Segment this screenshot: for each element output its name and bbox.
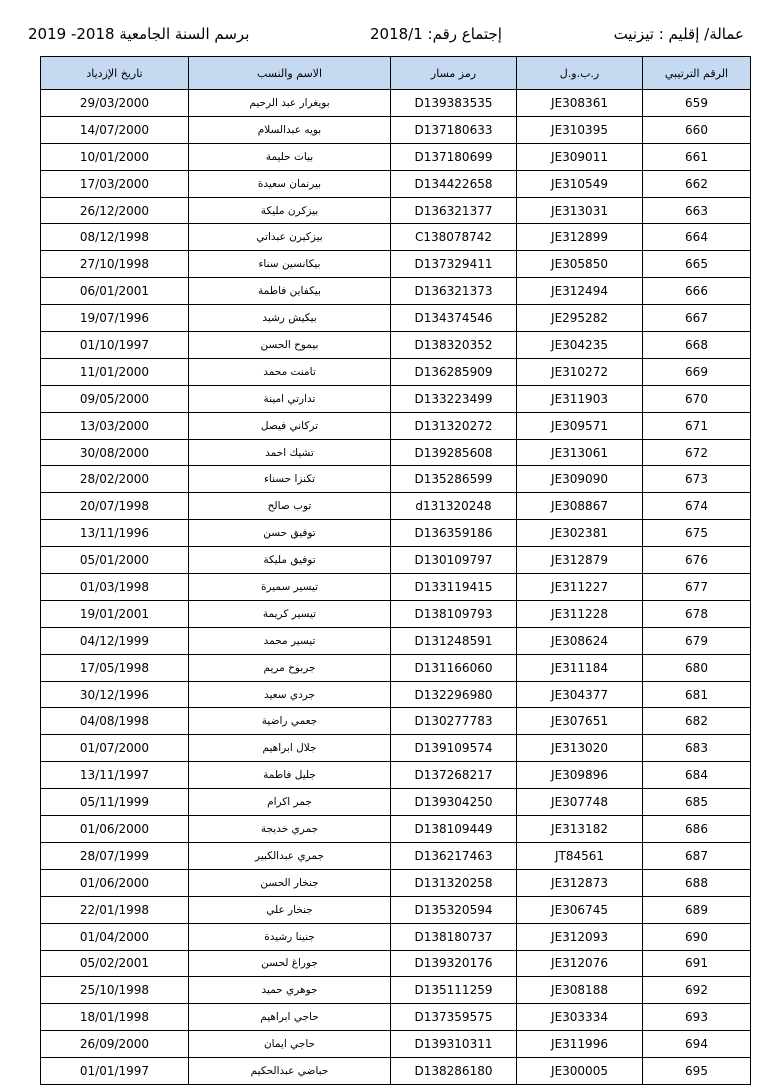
massar-code-cell: D138109793: [391, 600, 517, 627]
table-row: [41, 170, 751, 197]
serial-number-cell: 675: [643, 520, 751, 547]
massar-code-cell: D138286180: [391, 1058, 517, 1085]
massar-code-cell: D137329411: [391, 251, 517, 278]
massar-code-cell: D132296980: [391, 681, 517, 708]
table-row: [41, 762, 751, 789]
serial-number-cell: 672: [643, 439, 751, 466]
massar-code-cell: D135286599: [391, 466, 517, 493]
cin-cell: JE303334: [517, 1004, 643, 1031]
cin-cell: JE313020: [517, 735, 643, 762]
massar-code-cell: D139383535: [391, 90, 517, 117]
table-row: [41, 977, 751, 1004]
birthdate-cell: 22/01/1998: [41, 896, 189, 923]
name-cell: تشيك احمد: [189, 439, 391, 466]
name-cell: بيكفاين فاطمة: [189, 278, 391, 305]
serial-number-cell: 673: [643, 466, 751, 493]
serial-number-cell: 685: [643, 789, 751, 816]
cin-cell: JE306745: [517, 896, 643, 923]
massar-code-cell: D135320594: [391, 896, 517, 923]
serial-number-cell: 664: [643, 224, 751, 251]
table-header-row: [41, 57, 751, 90]
name-cell: حباضي عبدالحكيم: [189, 1058, 391, 1085]
birthdate-cell: 11/01/2000: [41, 358, 189, 385]
name-cell: جوهري حميد: [189, 977, 391, 1004]
birthdate-cell: 26/09/2000: [41, 1031, 189, 1058]
birthdate-cell: 17/05/1998: [41, 654, 189, 681]
name-cell: جليل فاطمة: [189, 762, 391, 789]
serial-number-cell: 665: [643, 251, 751, 278]
birthdate-cell: 04/08/1998: [41, 708, 189, 735]
table-row: [41, 520, 751, 547]
name-cell: بيزكيرن عبداتي: [189, 224, 391, 251]
cin-cell: JE308188: [517, 977, 643, 1004]
cin-cell: JE312899: [517, 224, 643, 251]
birthdate-cell: 01/06/2000: [41, 869, 189, 896]
birthdate-cell: 26/12/2000: [41, 197, 189, 224]
serial-number-cell: 688: [643, 869, 751, 896]
serial-number-cell: 671: [643, 412, 751, 439]
massar-code-cell: D139320176: [391, 950, 517, 977]
table-row: [41, 251, 751, 278]
serial-number-cell: 693: [643, 1004, 751, 1031]
name-cell: جعمي راضية: [189, 708, 391, 735]
name-cell: بيرنمان سعيدة: [189, 170, 391, 197]
table-row: [41, 90, 751, 117]
cin-cell: JE313182: [517, 816, 643, 843]
birthdate-cell: 05/11/1999: [41, 789, 189, 816]
table-row: [41, 1004, 751, 1031]
serial-number-cell: 668: [643, 332, 751, 359]
massar-code-cell: D135111259: [391, 977, 517, 1004]
table-row: [41, 600, 751, 627]
massar-code-cell: d131320248: [391, 493, 517, 520]
academic-year-title: برسم السنة الجامعية 2018- 2019: [28, 25, 250, 43]
name-cell: توب صالح: [189, 493, 391, 520]
massar-code-cell: D137180699: [391, 143, 517, 170]
massar-code-cell: D131166060: [391, 654, 517, 681]
name-cell: توفيق حسن: [189, 520, 391, 547]
massar-code-cell: D136321373: [391, 278, 517, 305]
table-row: [41, 305, 751, 332]
serial-number-cell: 680: [643, 654, 751, 681]
cin-cell: JE309571: [517, 412, 643, 439]
name-cell: جمري عبدالكبير: [189, 842, 391, 869]
serial-number-cell: 676: [643, 547, 751, 574]
name-cell: تركاني فيصل: [189, 412, 391, 439]
name-cell: جوراغ لحسن: [189, 950, 391, 977]
table-row: [41, 493, 751, 520]
table-row: [41, 896, 751, 923]
massar-code-cell: C138078742: [391, 224, 517, 251]
serial-number-cell: 682: [643, 708, 751, 735]
cin-cell: JE312873: [517, 869, 643, 896]
name-cell: توفيق مليكة: [189, 547, 391, 574]
cin-cell: JE307651: [517, 708, 643, 735]
name-cell: تدارتي امينة: [189, 385, 391, 412]
massar-code-cell: D138180737: [391, 923, 517, 950]
massar-code-cell: D131248591: [391, 627, 517, 654]
table-row: [41, 197, 751, 224]
name-cell: بويغرار عبد الرحيم: [189, 90, 391, 117]
table-row: [41, 708, 751, 735]
cin-cell: JE311228: [517, 600, 643, 627]
cin-cell: JE311184: [517, 654, 643, 681]
massar-code-cell: D131320258: [391, 869, 517, 896]
birthdate-cell: 30/08/2000: [41, 439, 189, 466]
serial-number-cell: 663: [643, 197, 751, 224]
cin-cell: JE312494: [517, 278, 643, 305]
birthdate-cell: 18/01/1998: [41, 1004, 189, 1031]
birthdate-cell: 30/12/1996: [41, 681, 189, 708]
serial-number-cell: 678: [643, 600, 751, 627]
serial-number-cell: 659: [643, 90, 751, 117]
birthdate-cell: 13/03/2000: [41, 412, 189, 439]
serial-number-cell: 683: [643, 735, 751, 762]
name-cell: بيموح الحسن: [189, 332, 391, 359]
cin-cell: JE311227: [517, 574, 643, 601]
name-cell: تيسير محمد: [189, 627, 391, 654]
massar-code-cell: D138320352: [391, 332, 517, 359]
cin-cell: JE310272: [517, 358, 643, 385]
massar-code-cell: D136321377: [391, 197, 517, 224]
serial-number-cell: 669: [643, 358, 751, 385]
cin-cell: JE313031: [517, 197, 643, 224]
serial-number-cell: 677: [643, 574, 751, 601]
cin-cell: JE300005: [517, 1058, 643, 1085]
name-cell: بيزكرن مليكة: [189, 197, 391, 224]
table-row: [41, 332, 751, 359]
massar-code-cell: D137359575: [391, 1004, 517, 1031]
name-cell: جمر اكرام: [189, 789, 391, 816]
serial-number-cell: 660: [643, 116, 751, 143]
birthdate-cell: 13/11/1996: [41, 520, 189, 547]
massar-code-cell: D136217463: [391, 842, 517, 869]
massar-code-cell: D134374546: [391, 305, 517, 332]
massar-code-cell: D139109574: [391, 735, 517, 762]
birthdate-cell: 04/12/1999: [41, 627, 189, 654]
table-row: [41, 627, 751, 654]
table-row: [41, 950, 751, 977]
table-row: [41, 1058, 751, 1085]
cin-cell: JE307748: [517, 789, 643, 816]
table-row: [41, 143, 751, 170]
massar-code-cell: D138109449: [391, 816, 517, 843]
meeting-number: إجتماع رقم: 2018/1: [370, 25, 502, 43]
table-row: [41, 439, 751, 466]
table-row: [41, 224, 751, 251]
cin-cell: JE308867: [517, 493, 643, 520]
cin-cell: JE312093: [517, 923, 643, 950]
table-row: [41, 116, 751, 143]
name-cell: تيسير سميرة: [189, 574, 391, 601]
serial-number-cell: 694: [643, 1031, 751, 1058]
birthdate-cell: 01/07/2000: [41, 735, 189, 762]
birthdate-cell: 09/05/2000: [41, 385, 189, 412]
cin-cell: JE309011: [517, 143, 643, 170]
serial-number-cell: 679: [643, 627, 751, 654]
cin-cell: JE302381: [517, 520, 643, 547]
birthdate-cell: 01/10/1997: [41, 332, 189, 359]
serial-number-cell: 661: [643, 143, 751, 170]
cin-cell: JE313061: [517, 439, 643, 466]
massar-code-cell: D136285909: [391, 358, 517, 385]
name-cell: جمري خديجة: [189, 816, 391, 843]
birthdate-cell: 01/06/2000: [41, 816, 189, 843]
serial-number-cell: 691: [643, 950, 751, 977]
name-cell: بيكيش رشيد: [189, 305, 391, 332]
birthdate-cell: 01/03/1998: [41, 574, 189, 601]
table-row: [41, 412, 751, 439]
massar-code-cell: D137180633: [391, 116, 517, 143]
cin-cell: JE310395: [517, 116, 643, 143]
table-row: [41, 278, 751, 305]
birthdate-cell: 28/02/2000: [41, 466, 189, 493]
column-header-serial-number: الرقم الترتيبي: [643, 57, 751, 90]
table-row: [41, 923, 751, 950]
name-cell: جنخار علي: [189, 896, 391, 923]
birthdate-cell: 17/03/2000: [41, 170, 189, 197]
table-row: [41, 466, 751, 493]
name-cell: جنينا رشيدة: [189, 923, 391, 950]
serial-number-cell: 687: [643, 842, 751, 869]
massar-code-cell: D139310311: [391, 1031, 517, 1058]
name-cell: حاجي ابراهيم: [189, 1004, 391, 1031]
table-row: [41, 385, 751, 412]
serial-number-cell: 684: [643, 762, 751, 789]
table-row: [41, 789, 751, 816]
cin-cell: JE304377: [517, 681, 643, 708]
name-cell: جنخار الحسن: [189, 869, 391, 896]
students-table: [40, 56, 751, 1085]
massar-code-cell: D137268217: [391, 762, 517, 789]
table-row: [41, 574, 751, 601]
massar-code-cell: D139304250: [391, 789, 517, 816]
table-row: [41, 547, 751, 574]
birthdate-cell: 10/01/2000: [41, 143, 189, 170]
province-label: عمالة/ إقليم : تيزنيت: [613, 25, 744, 43]
name-cell: جردي سعيد: [189, 681, 391, 708]
birthdate-cell: 01/01/1997: [41, 1058, 189, 1085]
table-row: [41, 358, 751, 385]
massar-code-cell: D136359186: [391, 520, 517, 547]
cin-cell: JE311996: [517, 1031, 643, 1058]
cin-cell: JE308361: [517, 90, 643, 117]
massar-code-cell: D130277783: [391, 708, 517, 735]
table-row: [41, 735, 751, 762]
column-header-cin: ر.ب.و.ل: [517, 57, 643, 90]
name-cell: بيات حليمة: [189, 143, 391, 170]
birthdate-cell: 06/01/2001: [41, 278, 189, 305]
birthdate-cell: 05/02/2001: [41, 950, 189, 977]
cin-cell: JE305850: [517, 251, 643, 278]
serial-number-cell: 692: [643, 977, 751, 1004]
massar-code-cell: D131320272: [391, 412, 517, 439]
table-row: [41, 654, 751, 681]
birthdate-cell: 13/11/1997: [41, 762, 189, 789]
massar-code-cell: D133119415: [391, 574, 517, 601]
name-cell: تامنت محمد: [189, 358, 391, 385]
name-cell: جربوح مريم: [189, 654, 391, 681]
cin-cell: JE310549: [517, 170, 643, 197]
table-row: [41, 842, 751, 869]
birthdate-cell: 25/10/1998: [41, 977, 189, 1004]
massar-code-cell: D130109797: [391, 547, 517, 574]
cin-cell: JE309090: [517, 466, 643, 493]
cin-cell: JE311903: [517, 385, 643, 412]
birthdate-cell: 28/07/1999: [41, 842, 189, 869]
birthdate-cell: 05/01/2000: [41, 547, 189, 574]
massar-code-cell: D134422658: [391, 170, 517, 197]
serial-number-cell: 689: [643, 896, 751, 923]
table-row: [41, 869, 751, 896]
birthdate-cell: 27/10/1998: [41, 251, 189, 278]
serial-number-cell: 674: [643, 493, 751, 520]
serial-number-cell: 666: [643, 278, 751, 305]
birthdate-cell: 19/01/2001: [41, 600, 189, 627]
massar-code-cell: D139285608: [391, 439, 517, 466]
birthdate-cell: 20/07/1998: [41, 493, 189, 520]
table-row: [41, 816, 751, 843]
column-header-birthdate: تاريخ الإزدياد: [41, 57, 189, 90]
cin-cell: JT84561: [517, 842, 643, 869]
table-row: [41, 681, 751, 708]
birthdate-cell: 19/07/1996: [41, 305, 189, 332]
name-cell: تكنزا حسناء: [189, 466, 391, 493]
table-row: [41, 1031, 751, 1058]
column-header-massar-code: رمز مسار: [391, 57, 517, 90]
serial-number-cell: 686: [643, 816, 751, 843]
birthdate-cell: 29/03/2000: [41, 90, 189, 117]
name-cell: بيكانسين سناء: [189, 251, 391, 278]
massar-code-cell: D133223499: [391, 385, 517, 412]
name-cell: بويه عبدالسلام: [189, 116, 391, 143]
serial-number-cell: 662: [643, 170, 751, 197]
birthdate-cell: 14/07/2000: [41, 116, 189, 143]
birthdate-cell: 01/04/2000: [41, 923, 189, 950]
name-cell: جلال ابراهيم: [189, 735, 391, 762]
name-cell: تيسير كريمة: [189, 600, 391, 627]
name-cell: حاجي ايمان: [189, 1031, 391, 1058]
serial-number-cell: 670: [643, 385, 751, 412]
cin-cell: JE304235: [517, 332, 643, 359]
serial-number-cell: 690: [643, 923, 751, 950]
cin-cell: JE312076: [517, 950, 643, 977]
serial-number-cell: 681: [643, 681, 751, 708]
column-header-name: الاسم والنسب: [189, 57, 391, 90]
serial-number-cell: 667: [643, 305, 751, 332]
cin-cell: JE309896: [517, 762, 643, 789]
cin-cell: JE312879: [517, 547, 643, 574]
birthdate-cell: 08/12/1998: [41, 224, 189, 251]
cin-cell: JE295282: [517, 305, 643, 332]
cin-cell: JE308624: [517, 627, 643, 654]
serial-number-cell: 695: [643, 1058, 751, 1085]
